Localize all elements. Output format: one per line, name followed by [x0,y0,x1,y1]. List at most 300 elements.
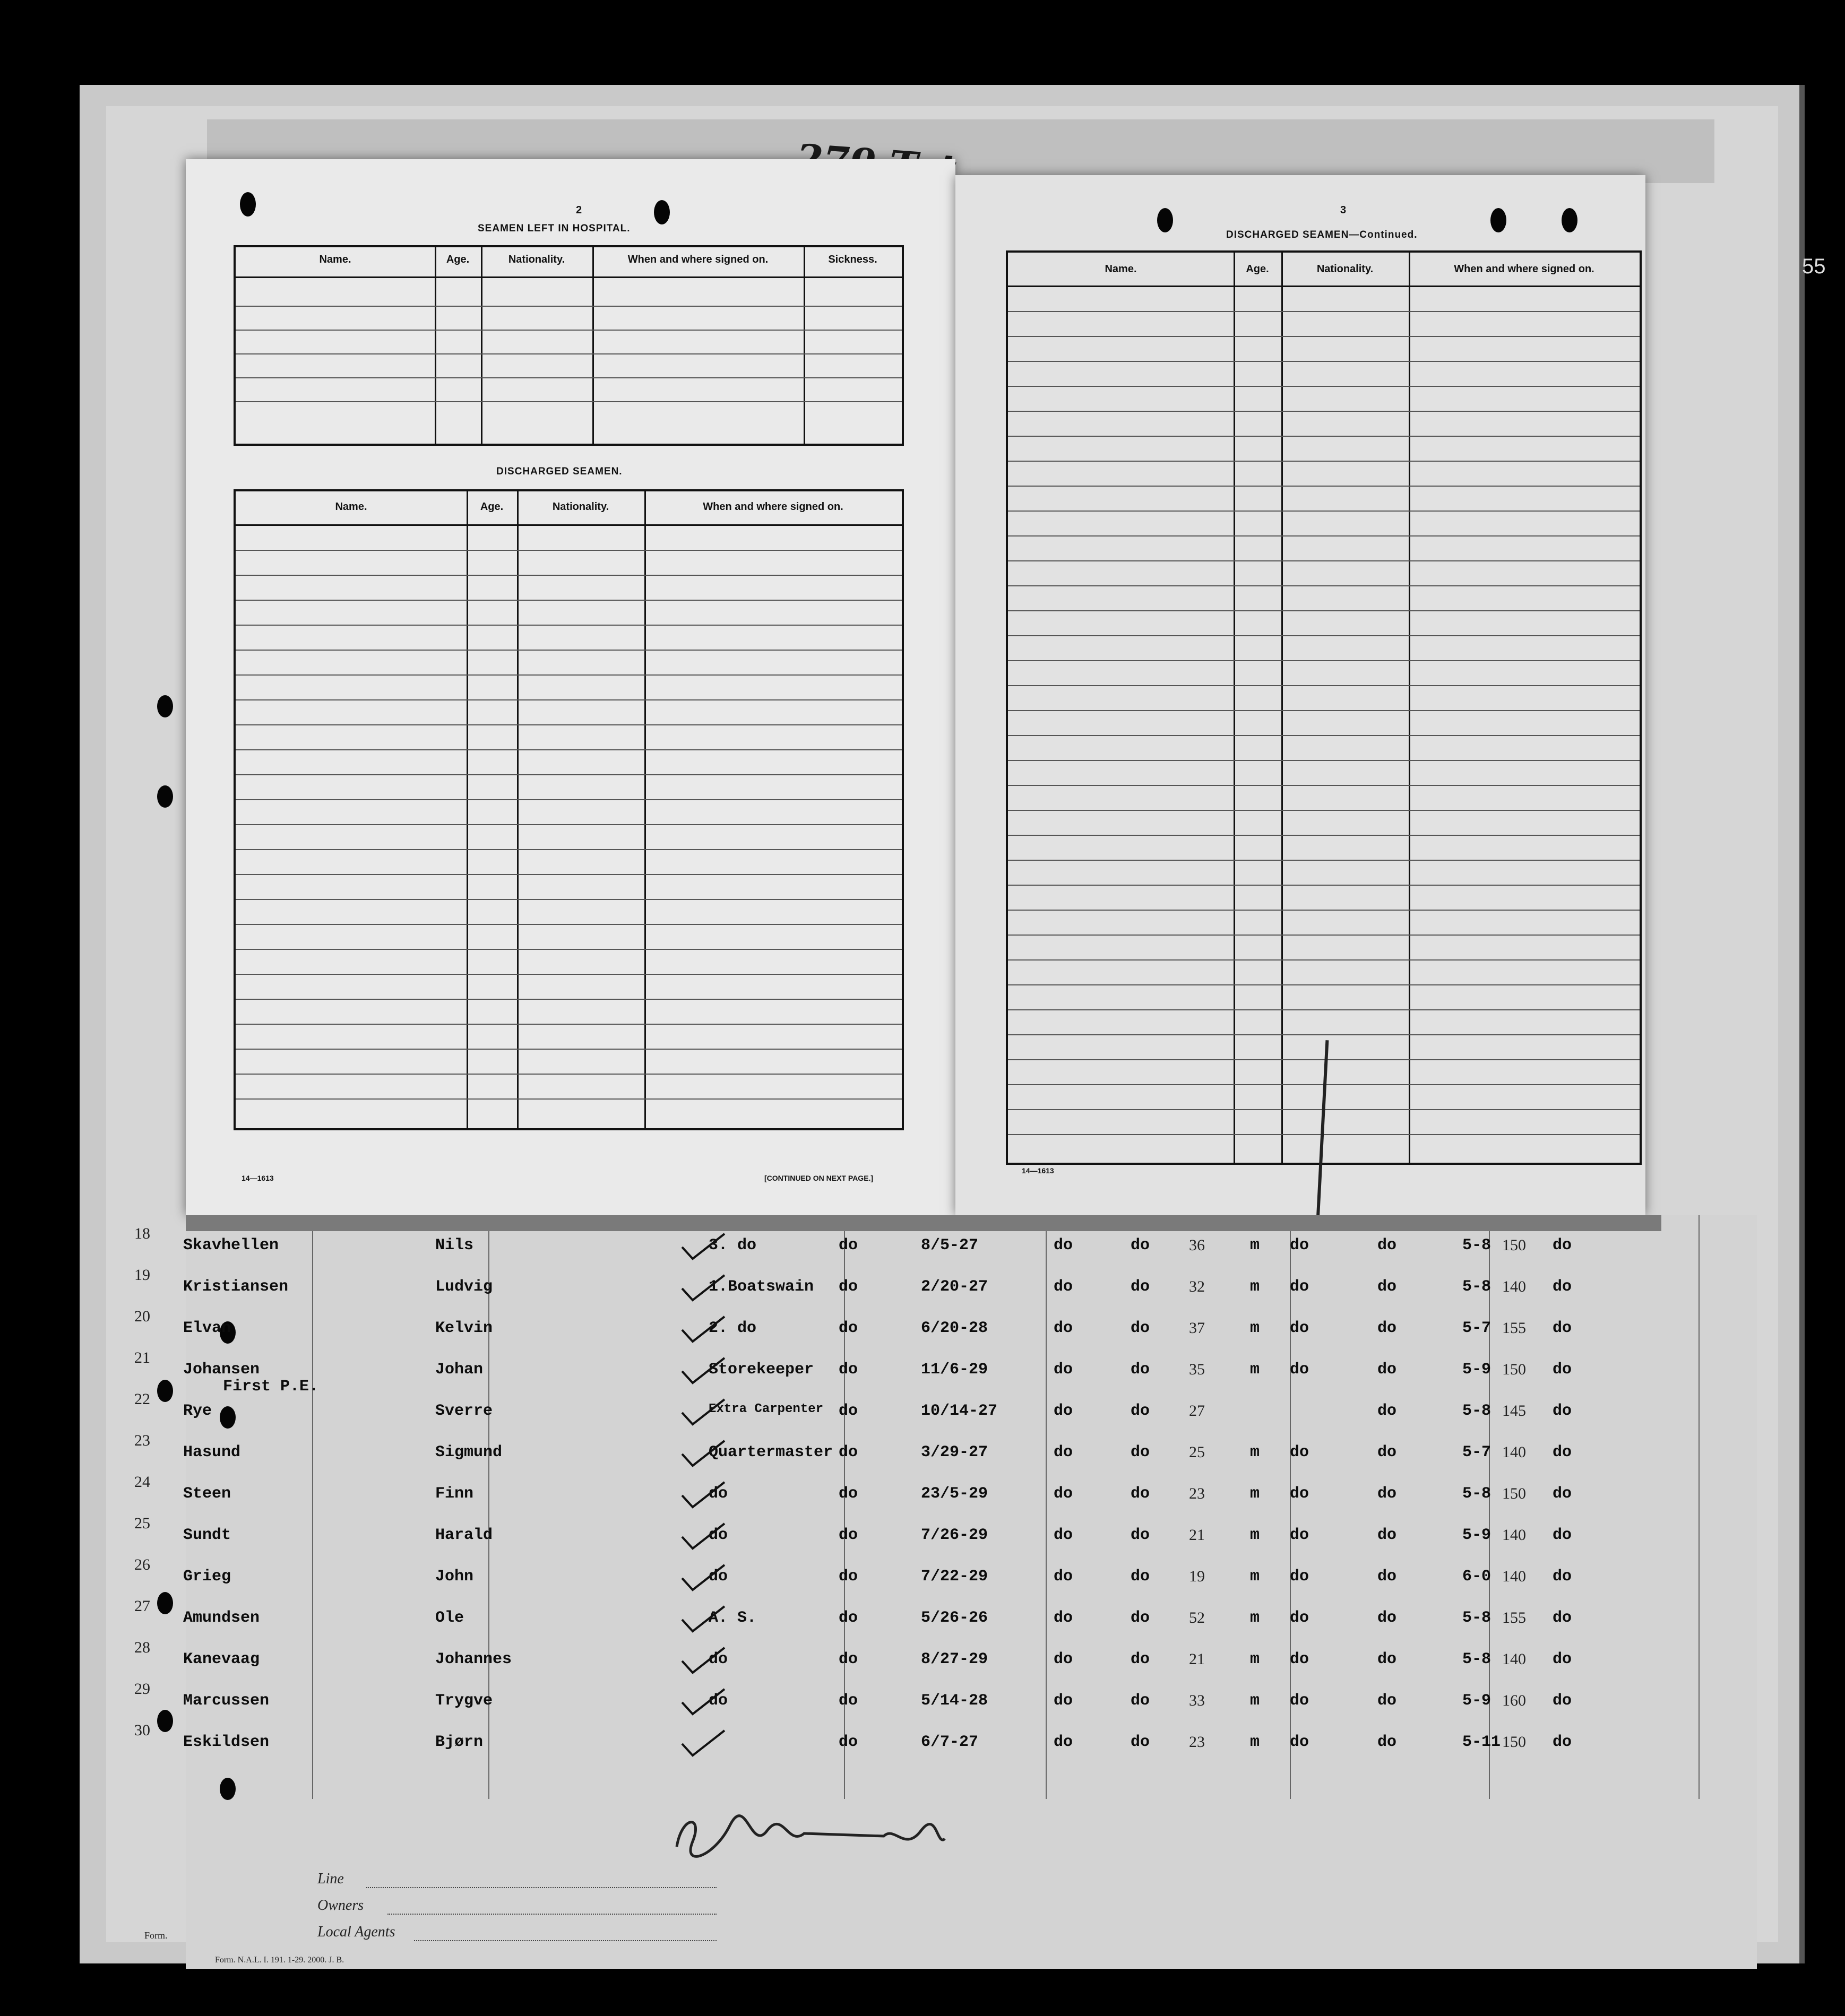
row-29-no: 29 [134,1680,150,1698]
row-27-surname: Amundsen [183,1609,260,1627]
check-mark-icon [679,1645,727,1677]
row-20-c6: do [1553,1319,1572,1337]
footer-owners-rule [387,1914,717,1915]
check-mark-icon [679,1562,727,1594]
hospital-table [234,245,904,446]
row-27-c2: do [1054,1609,1073,1627]
row-25-rating: do [709,1526,728,1544]
row-20-c2: do [1054,1319,1073,1337]
row-24-c3: do [1131,1485,1150,1503]
row-24-rating: do [709,1485,728,1503]
row-30-c3: do [1131,1733,1150,1751]
footer-owners-label: Owners [317,1897,364,1914]
row-27-c3: do [1131,1609,1150,1627]
row-20-c4: do [1290,1319,1309,1337]
row-30-c6: do [1553,1733,1572,1751]
row-27-c6: do [1553,1609,1572,1627]
table-rule [236,1074,902,1075]
cont-header-age: Age. [1246,263,1269,275]
row-18-age: 36 [1189,1236,1205,1254]
table-rule [1008,610,1640,611]
row-28-age: 21 [1189,1650,1205,1668]
row-26-sex: m [1250,1568,1260,1586]
row-28-c1: do [839,1650,858,1668]
check-mark-icon [679,1686,727,1718]
row-19-age: 32 [1189,1278,1205,1295]
row-22-age: 27 [1189,1402,1205,1420]
row-24-c6: do [1553,1485,1572,1503]
row-25-c1: do [839,1526,858,1544]
check-mark-icon [679,1521,727,1553]
row-20-weight: 155 [1502,1319,1526,1337]
row-18-sex: m [1250,1236,1260,1254]
check-mark-icon [679,1397,727,1429]
table-rule [1008,710,1640,711]
table-rule [1008,635,1640,636]
master-signature [671,1810,947,1877]
row-23-c1: do [839,1443,858,1461]
check-mark-icon [679,1355,727,1387]
binder-hole-3 [157,1380,173,1402]
row-19-rating: 1.Boatswain [709,1278,814,1296]
table-rule [1008,860,1640,861]
table-rule [1008,810,1640,811]
discharged-header-signed-on: When and where signed on. [703,501,843,513]
row-27-c5: do [1377,1609,1397,1627]
row-30-c4: do [1290,1733,1309,1751]
hospital-header-name: Name. [319,254,351,265]
row-27-rating: A. S. [709,1609,757,1627]
row-21-date: 11/6-29 [921,1361,988,1379]
row-22-no: 22 [134,1390,150,1408]
row-26-height: 6-0 [1462,1568,1491,1586]
row-19-date: 2/20-27 [921,1278,988,1296]
row-27-c1: do [839,1609,858,1627]
row-26-c1: do [839,1568,858,1586]
row-18-c4: do [1290,1236,1309,1254]
check-mark-icon [679,1314,727,1346]
row-24-given: Finn [435,1485,474,1503]
table-rule [1008,735,1640,736]
row-27-sex: m [1250,1609,1260,1627]
table-rule [236,650,902,651]
table-rule [236,575,902,576]
row-23-c6: do [1553,1443,1572,1461]
row-29-c2: do [1054,1692,1073,1710]
table-rule [236,724,902,725]
row-22-weight: 145 [1502,1402,1526,1420]
row-24-no: 24 [134,1473,150,1491]
row-18-no: 18 [134,1225,150,1242]
table-rule [236,874,902,875]
row-21-height: 5-9 [1462,1361,1491,1379]
row-21-weight: 150 [1502,1361,1526,1378]
binder-hole-1 [157,695,173,717]
row-23-c5: do [1377,1443,1397,1461]
row-30-surname: Eskildsen [183,1733,270,1751]
table-rule [1008,785,1640,786]
row-25-given: Harald [435,1526,493,1544]
row-21-no: 21 [134,1349,150,1366]
row-27-weight: 155 [1502,1609,1526,1626]
row-28-weight: 140 [1502,1650,1526,1668]
row-28-surname: Kanevaag [183,1650,260,1668]
row-25-c6: do [1553,1526,1572,1544]
row-28-no: 28 [134,1639,150,1656]
row-20-date: 6/20-28 [921,1319,988,1337]
row-23-weight: 140 [1502,1443,1526,1461]
table-rule [1008,560,1640,561]
row-20-c1: do [839,1319,858,1337]
table-rule [236,899,902,900]
row-21-sex: m [1250,1361,1260,1379]
discharged-header-age: Age. [480,501,504,513]
check-mark-icon [679,1479,727,1511]
table-rule [236,1024,902,1025]
row-25-date: 7/26-29 [921,1526,988,1544]
row-26-c6: do [1553,1568,1572,1586]
row-21-c1: do [839,1361,858,1379]
row-28-sex: m [1250,1650,1260,1668]
row-24-date: 23/5-29 [921,1485,988,1503]
row-30-no: 30 [134,1721,150,1739]
row-19-c3: do [1131,1278,1150,1296]
table-rule [236,799,902,800]
row-24-sex: m [1250,1485,1260,1503]
row-23-surname: Hasund [183,1443,241,1461]
row-20-rating: 2. do [709,1319,757,1337]
row-30-height: 5-11 [1462,1733,1501,1751]
row-28-c3: do [1131,1650,1150,1668]
continued-note: [CONTINUED ON NEXT PAGE.] [764,1174,874,1182]
row-18-height: 5-8 [1462,1236,1491,1254]
row-21-c3: do [1131,1361,1150,1379]
row-23-c4: do [1290,1443,1309,1461]
table-rule [236,999,902,1000]
row-29-c1: do [839,1692,858,1710]
binder-hole-5 [157,1710,173,1732]
row-25-no: 25 [134,1515,150,1532]
row-20-given: Kelvin [435,1319,493,1337]
row-28-c4: do [1290,1650,1309,1668]
table-rule [1008,411,1640,412]
check-mark-icon [679,1604,727,1636]
discharged-cont-caption: DISCHARGED SEAMEN—Continued. [1226,229,1418,240]
row-23-sex: m [1250,1443,1260,1461]
row-25-c3: do [1131,1526,1150,1544]
row-19-c1: do [839,1278,858,1296]
table-rule [236,824,902,825]
row-26-given: John [435,1568,474,1586]
row-28-rating: do [709,1650,728,1668]
row-29-given: Trygve [435,1692,493,1710]
row-25-sex: m [1250,1526,1260,1544]
row-27-no: 27 [134,1597,150,1615]
hospital-header-signed-on: When and where signed on. [627,254,769,265]
form-number-right: 14—1613 [1022,1166,1054,1175]
row-29-c4: do [1290,1692,1309,1710]
table-rule [236,1049,902,1050]
margin-number: 55 [1802,255,1826,278]
row-19-c2: do [1054,1278,1073,1296]
cont-header-signed-on: When and where signed on. [1454,263,1594,275]
row-30-c2: do [1054,1733,1073,1751]
row-19-sex: m [1250,1278,1260,1296]
row-21-c4: do [1290,1361,1309,1379]
cont-header-nationality: Nationality. [1316,263,1374,275]
hospital-header-age: Age. [446,254,470,265]
row-29-rating: do [709,1692,728,1710]
punch-hole-1 [240,192,256,217]
first-pe-label: First P.E. [223,1378,319,1396]
row-29-age: 33 [1189,1692,1205,1709]
table-rule [1008,361,1640,362]
table-rule [236,774,902,775]
row-25-c5: do [1377,1526,1397,1544]
table-rule [1008,336,1640,337]
discharged-caption: DISCHARGED SEAMEN. [496,466,623,477]
row-21-surname: Johansen [183,1361,260,1379]
row-30-c1: do [839,1733,858,1751]
footer-form-short: Form. [144,1930,168,1941]
row-18-c6: do [1553,1236,1572,1254]
table-rule [236,625,902,626]
discharged-table [234,489,904,1130]
row-19-weight: 140 [1502,1278,1526,1295]
row-26-age: 19 [1189,1568,1205,1585]
row-22-surname: Rye [183,1402,212,1420]
row-30-c5: do [1377,1733,1397,1751]
table-rule [236,1098,902,1100]
row-19-c5: do [1377,1278,1397,1296]
row-29-date: 5/14-28 [921,1692,988,1710]
row-30-date: 6/7-27 [921,1733,979,1751]
punch-hole-3 [1157,208,1173,232]
row-24-c4: do [1290,1485,1309,1503]
row-21-c6: do [1553,1361,1572,1379]
punch-hole-2 [654,200,670,224]
row-28-height: 5-8 [1462,1650,1491,1668]
row-23-date: 3/29-27 [921,1443,988,1461]
table-rule [236,949,902,950]
row-20-c5: do [1377,1319,1397,1337]
hospital-caption: SEAMEN LEFT IN HOSPITAL. [478,223,631,234]
row-19-c4: do [1290,1278,1309,1296]
row-25-c4: do [1290,1526,1309,1544]
row-28-date: 8/27-29 [921,1650,988,1668]
row-22-c6: do [1553,1402,1572,1420]
row-26-surname: Grieg [183,1568,231,1586]
row-22-c2: do [1054,1402,1073,1420]
row-22-rating: Extra Carpenter [709,1402,824,1416]
discharged-header-name: Name. [335,501,367,513]
row-20-height: 5-7 [1462,1319,1491,1337]
table-rule [1008,311,1640,312]
check-mark-icon [679,1438,727,1470]
row-22-c3: do [1131,1402,1150,1420]
row-18-c3: do [1131,1236,1150,1254]
row-18-rating: 3. do [709,1236,757,1254]
row-24-age: 23 [1189,1485,1205,1502]
row-21-c5: do [1377,1361,1397,1379]
table-rule [1008,1009,1640,1010]
row-23-no: 23 [134,1432,150,1449]
row-28-c2: do [1054,1650,1073,1668]
table-rule [236,600,902,601]
row-24-c1: do [839,1485,858,1503]
row-18-c5: do [1377,1236,1397,1254]
manifest-shadow-band [186,1215,1661,1231]
row-19-given: Ludvig [435,1278,493,1296]
binder-hole-8 [220,1778,236,1800]
punch-hole-5 [1562,208,1577,232]
table-rule [1008,660,1640,661]
form-number-left: 14—1613 [242,1174,274,1182]
row-18-c2: do [1054,1236,1073,1254]
hospital-header-nationality: Nationality. [508,254,565,265]
table-rule [1008,935,1640,936]
discharged-header-nationality: Nationality. [552,501,609,513]
table-rule [1008,885,1640,886]
row-23-given: Sigmund [435,1443,503,1461]
row-23-rating: Quartermaster [709,1443,833,1461]
table-rule [236,550,902,551]
row-29-surname: Marcussen [183,1692,270,1710]
row-21-rating: Storekeeper [709,1361,814,1379]
signature-scribble [671,1810,947,1868]
row-18-given: Nils [435,1236,474,1254]
row-30-sex: m [1250,1733,1260,1751]
row-24-c5: do [1377,1485,1397,1503]
footer-line-rule [366,1887,717,1888]
row-19-surname: Kristiansen [183,1278,289,1296]
row-30-given: Bjørn [435,1733,484,1751]
row-23-age: 25 [1189,1443,1205,1461]
check-mark-icon [679,1231,727,1263]
row-20-surname: Elvan [183,1319,231,1337]
row-29-height: 5-9 [1462,1692,1491,1710]
row-27-date: 5/26-26 [921,1609,988,1627]
punch-hole-4 [1490,208,1506,232]
row-19-height: 5-8 [1462,1278,1491,1296]
row-19-c6: do [1553,1278,1572,1296]
row-18-date: 8/5-27 [921,1236,979,1254]
table-rule [1008,511,1640,512]
row-24-height: 5-8 [1462,1485,1491,1503]
row-20-sex: m [1250,1319,1260,1337]
row-22-given: Sverre [435,1402,493,1420]
row-18-weight: 150 [1502,1236,1526,1254]
binder-hole-2 [157,785,173,808]
row-30-weight: 150 [1502,1733,1526,1751]
row-29-c5: do [1377,1692,1397,1710]
table-rule [1008,835,1640,836]
row-22-date: 10/14-27 [921,1402,998,1420]
cont-header-name: Name. [1105,263,1137,275]
table-rule [1008,436,1640,437]
row-23-height: 5-7 [1462,1443,1491,1461]
row-19-no: 19 [134,1266,150,1284]
row-20-age: 37 [1189,1319,1205,1337]
table-rule [1008,685,1640,686]
row-22-height: 5-8 [1462,1402,1491,1420]
table-rule [236,849,902,850]
row-20-no: 20 [134,1308,150,1325]
row-26-rating: do [709,1568,728,1586]
row-26-date: 7/22-29 [921,1568,988,1586]
hospital-header-sickness: Sickness. [828,254,877,265]
table-rule [1008,386,1640,387]
row-29-c6: do [1553,1692,1572,1710]
row-22-c1: do [839,1402,858,1420]
row-24-surname: Steen [183,1485,231,1503]
table-rule [1008,984,1640,985]
row-25-surname: Sundt [183,1526,231,1544]
row-25-age: 21 [1189,1526,1205,1544]
table-rule [1008,959,1640,961]
binder-hole-7 [220,1406,236,1429]
row-29-c3: do [1131,1692,1150,1710]
row-28-given: Johannes [435,1650,512,1668]
table-rule [236,699,902,700]
table-rule [1008,535,1640,537]
table-rule [1008,910,1640,911]
footer-form-id: Form. N.A.L. I. 191. 1-29. 2000. J. B. [215,1956,344,1965]
row-21-c2: do [1054,1361,1073,1379]
row-25-height: 5-9 [1462,1526,1491,1544]
binder-hole-4 [157,1592,173,1614]
table-rule [236,749,902,750]
row-26-no: 26 [134,1556,150,1573]
row-18-surname: Skavhellen [183,1236,279,1254]
row-30-age: 23 [1189,1733,1205,1751]
row-28-c5: do [1377,1650,1397,1668]
check-mark-icon [679,1728,727,1760]
row-27-given: Ole [435,1609,464,1627]
table-rule [1008,1059,1640,1060]
page-number-left: 2 [576,204,582,216]
row-23-c2: do [1054,1443,1073,1461]
row-24-c2: do [1054,1485,1073,1503]
row-28-c6: do [1553,1650,1572,1668]
table-rule [236,924,902,925]
row-27-age: 52 [1189,1609,1205,1626]
row-25-c2: do [1054,1526,1073,1544]
row-26-c5: do [1377,1568,1397,1586]
row-21-given: Johan [435,1361,484,1379]
footer-agents-rule [414,1940,717,1941]
table-rule [236,974,902,975]
row-25-weight: 140 [1502,1526,1526,1544]
row-26-c2: do [1054,1568,1073,1586]
row-27-height: 5-8 [1462,1609,1491,1627]
row-22-c5: do [1377,1402,1397,1420]
table-rule [1008,585,1640,586]
row-27-c4: do [1290,1609,1309,1627]
row-26-c4: do [1290,1568,1309,1586]
row-23-c3: do [1131,1443,1150,1461]
check-mark-icon [679,1273,727,1304]
table-rule [1008,760,1640,761]
table-rule [1008,1034,1640,1035]
row-18-c1: do [839,1236,858,1254]
row-24-weight: 150 [1502,1485,1526,1502]
table-rule [236,674,902,676]
discharged-cont-table [1006,250,1642,1165]
table-rule [1008,486,1640,487]
row-21-age: 35 [1189,1361,1205,1378]
table-rule [1008,461,1640,462]
